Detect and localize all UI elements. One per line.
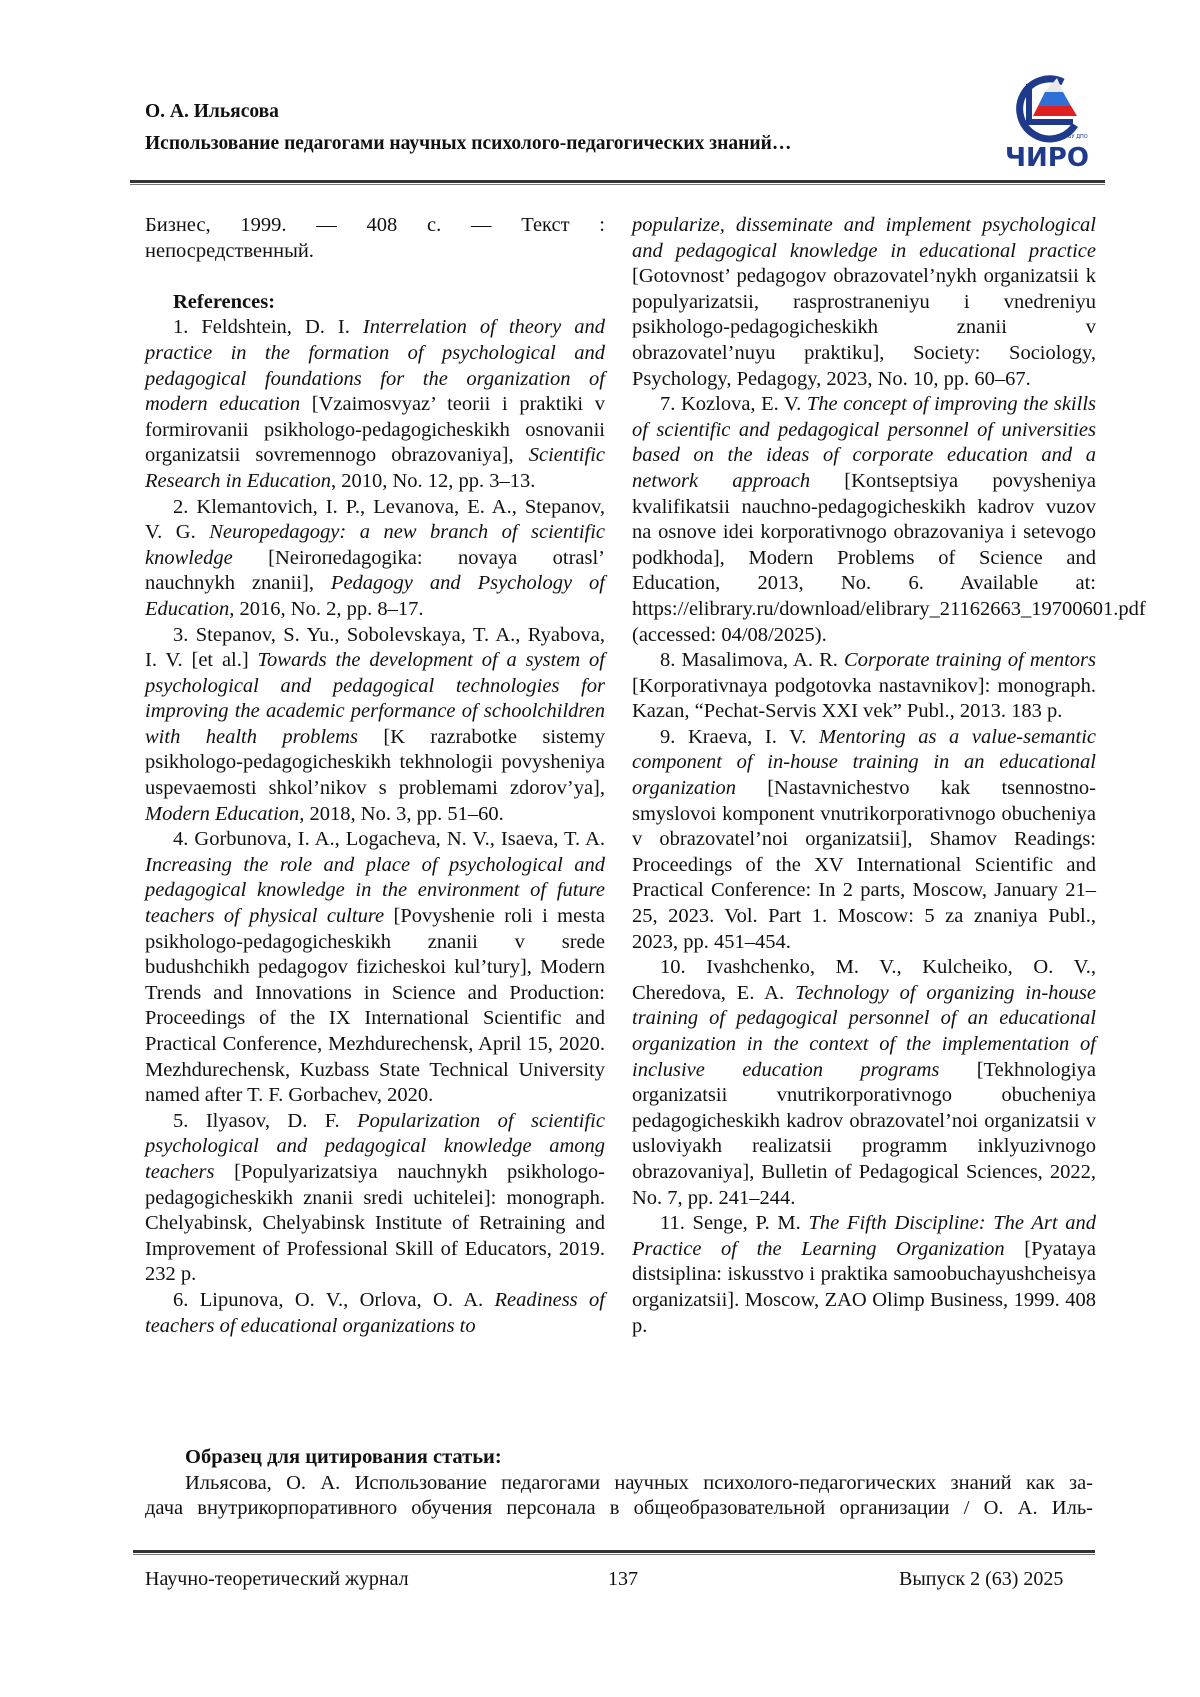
reference-text: , 2010, No. 12, pp. 3–13. bbox=[331, 470, 535, 492]
reference-item bbox=[145, 623, 605, 828]
reference-text: [Tekhnologiya organizatsii vnutrikorporativnogo obucheniya pedagogicheskikh kadrov obrazovatel’noi organizatsii v usloviyakh realizatsii programm inklyuzivnogo obrazovaniya], Bulletin of Pedagogical Sciences, 2022, No. 7, pp. 241–244. bbox=[632, 1059, 1096, 1209]
reference-continuation bbox=[632, 213, 1096, 392]
reference-item bbox=[632, 1211, 1096, 1339]
reference-title-italic: Scientific Research in Education bbox=[145, 444, 605, 492]
reference-text: 9. Kraeva, I. V. bbox=[660, 726, 819, 748]
page-number: 137 bbox=[608, 1568, 638, 1591]
reference-title-italic: Corporate training of mentors bbox=[844, 649, 1096, 671]
reference-text: , 2016, No. 2, pp. 8–17. bbox=[229, 598, 423, 620]
reference-title-italic: Readiness of teachers of educational organizations to bbox=[145, 1289, 605, 1337]
references-heading: References: bbox=[145, 290, 605, 316]
reference-item bbox=[145, 1288, 605, 1339]
reference-item bbox=[145, 495, 605, 623]
reference-item bbox=[145, 1109, 605, 1288]
citation-line: Ильясова, О. А. Использование педагогами научных психолого-педагогических знаний как за- bbox=[145, 1471, 1093, 1497]
reference-text: [Pyataya distsiplina: iskusstvo i praktika samoobuchayushcheisya organizatsii]. Moscow, ZAO Olimp Business, 1999. 408 p. bbox=[632, 1238, 1096, 1337]
reference-text: [Populyarizatsiya nauchnykh psikhologo-pedagogicheskikh znanii sredi uchitelei]: monograph. Chelyabinsk, Chelyabinsk Institute of Retraining and Improvement of Professional Skill of Educators, 2019. 232 p. bbox=[145, 1161, 605, 1285]
svg-text:ЧИРО: ЧИРО bbox=[1005, 143, 1089, 173]
reference-title-italic: Modern Education bbox=[145, 803, 299, 825]
reference-item bbox=[145, 315, 605, 494]
reference-title-italic: Interrelation of theory and practice in the formation of psychological and pedagogical foundations for the organization of modern education bbox=[145, 316, 605, 415]
reference-text: [Gotovnost’ pedagogov obrazovatel’nykh organizatsii k populyarizatsii, rasprostraneniyu i vnedreniyu psikhologo-pedagogicheskikh znanii v obrazovatel’nuyu praktiku], Society: Sociology, Psychology, Pedagogy, 2023, No. 10, pp. 60–67. bbox=[632, 265, 1096, 389]
footer-issue: Выпуск 2 (63) 2025 bbox=[899, 1568, 1063, 1591]
reference-title-italic: Technology of organizing in-house training of pedagogical personnel of an educational organization in the context of the implementation of inclusive education programs bbox=[632, 982, 1096, 1081]
citation-heading: Образец для цитирования статьи: bbox=[145, 1445, 1093, 1471]
chiro-logo bbox=[1005, 70, 1100, 175]
reference-text: 11. Senge, P. M. bbox=[660, 1212, 808, 1234]
citation-line: дача внутрикорпоративного обучения персонала в общеобразовательной организации / О. А. Иль- bbox=[145, 1496, 1093, 1522]
reference-text: [Nastavnichestvo kak tsennostno-smyslovoi komponent vnutrikorporativnogo obucheniya v obrazovatel’noi organizatsii], Shamov Readings: Proceedings of the XV International Scientific and Practical Conference: In 2 parts, Moscow, January 21–25, 2023. Vol. Part 1. Moscow: 5 za znaniya Publ., 2023, pp. 451–454. bbox=[632, 777, 1096, 953]
reference-text: [Vzaimosvyaz’ teorii i praktiki v formirovanii psikhologo-pedagogicheskikh osnovanii organizatsii sovremennogo obrazovaniya], bbox=[145, 393, 605, 466]
reference-text: 1. Feldshtein, D. I. bbox=[173, 316, 363, 338]
reference-item bbox=[632, 392, 1096, 648]
reference-text: 6. Lipunova, O. V., Orlova, O. A. bbox=[173, 1289, 495, 1311]
left-column bbox=[145, 213, 605, 1339]
reference-title-italic: The concept of improving the skills of scientific and pedagogical personnel of universities based on the ideas of corporate education and a network approach bbox=[632, 393, 1096, 492]
reference-item bbox=[632, 648, 1096, 725]
reference-text: [Neiroпedagogika: novaya otrasl’ nauchnykh znanii], bbox=[145, 547, 605, 595]
footer-divider bbox=[133, 1550, 1095, 1555]
reference-title-italic: Increasing the role and place of psychological and pedagogical knowledge in the environment of future teachers of physical culture bbox=[145, 854, 605, 927]
right-column bbox=[632, 213, 1096, 1339]
reference-text: 4. Gorbunova, I. A., Logacheva, N. V., Isaeva, T. A. bbox=[173, 828, 605, 850]
header-divider bbox=[130, 180, 1105, 185]
reference-text: [K razrabotke sistemy psikhologo-pedagogicheskikh tekhnologii povysheniya uspevaemosti shkol’nikov s problemami zdorov’ya], bbox=[145, 726, 605, 799]
reference-text: 8. Masalimova, A. R. bbox=[660, 649, 844, 671]
reference-text: 10. Ivashchenko, M. V., Kulcheiko, O. V., Cheredova, E. A. bbox=[632, 956, 1096, 1004]
reference-item bbox=[632, 955, 1096, 1211]
reference-list-left bbox=[145, 315, 605, 1339]
reference-title-italic: Mentoring as a value-semantic component of in-house training in an educational organization bbox=[632, 726, 1096, 799]
footer-journal: Научно-теоретический журнал bbox=[145, 1568, 409, 1591]
reference-title-italic: The Fifth Discipline: The Art and Practice of the Learning Organization bbox=[632, 1212, 1096, 1260]
reference-text: 7. Kozlova, E. V. bbox=[660, 393, 807, 415]
header-article-title: Использование педагогами научных психолого-педагогических знаний… bbox=[145, 133, 791, 155]
svg-text:ГБУ ДПО: ГБУ ДПО bbox=[1065, 134, 1088, 140]
reference-list-right bbox=[632, 213, 1096, 1339]
reference-title-italic: Popularization of scientific psychological and pedagogical knowledge among teachers bbox=[145, 1110, 605, 1183]
reference-title-italic: Pedagogy and Psychology of Education bbox=[145, 572, 605, 620]
reference-text: 3. Stepanov, S. Yu., Sobolevskaya, T. A., Ryabova, I. V. [et al.] bbox=[145, 624, 605, 672]
reference-text: 5. Ilyasov, D. F. bbox=[173, 1110, 357, 1132]
reference-item bbox=[145, 827, 605, 1109]
reference-text: [Povyshenie roli i mesta psikhologo-pedagogicheskikh znanii v srede budushchikh pedagogov fizicheskoi kul’tury], Modern Trends and Innovations in Science and Production: Proceedings of the IX International Scientific and Practical Conference, Mezhdurechensk, April 15, 2020. Mezhdurechensk, Kuzbass State Technical University named after T. F. Gorbachev, 2020. bbox=[145, 905, 605, 1106]
reference-item bbox=[632, 725, 1096, 955]
reference-text: [Korporativnaya podgotovka nastavnikov]: monograph. Kazan, “Pechat-Servis XXI vek” Publ., 2013. 183 p. bbox=[632, 675, 1096, 723]
intro-paragraph: Бизнес, 1999. — 408 с. — Текст : непосредственный. bbox=[145, 213, 605, 264]
reference-text: 2. Klemantovich, I. P., Levanova, E. A., Stepanov, V. G. bbox=[145, 496, 605, 544]
header-author: О. А. Ильясова bbox=[145, 101, 279, 123]
reference-title-italic: Neuropedagogy: a new branch of scientific knowledge bbox=[145, 521, 605, 569]
citation-block bbox=[145, 1445, 1093, 1522]
reference-text: [Kontseptsiya povysheniya kvalifikatsii nauchno-pedagogicheskikh kadrov vuzov na osnove idei korporativnogo obrazovaniya i setevogo podkhoda], Modern Problems of Science and Education, 2013, No. 6. Available at: https://elibrary.ru/download/elibrary_21162663_19700601.pdf (accessed: 04/08/2025). bbox=[632, 470, 1146, 646]
chiro-logo-icon bbox=[1005, 70, 1100, 175]
reference-text: , 2018, No. 3, pp. 51–60. bbox=[299, 803, 503, 825]
reference-title-italic: popularize, disseminate and implement psychological and pedagogical knowledge in educational practice bbox=[632, 214, 1096, 262]
reference-title-italic: Towards the development of a system of psychological and pedagogical technologies for improving the academic performance of schoolchildren with health problems bbox=[145, 649, 605, 748]
